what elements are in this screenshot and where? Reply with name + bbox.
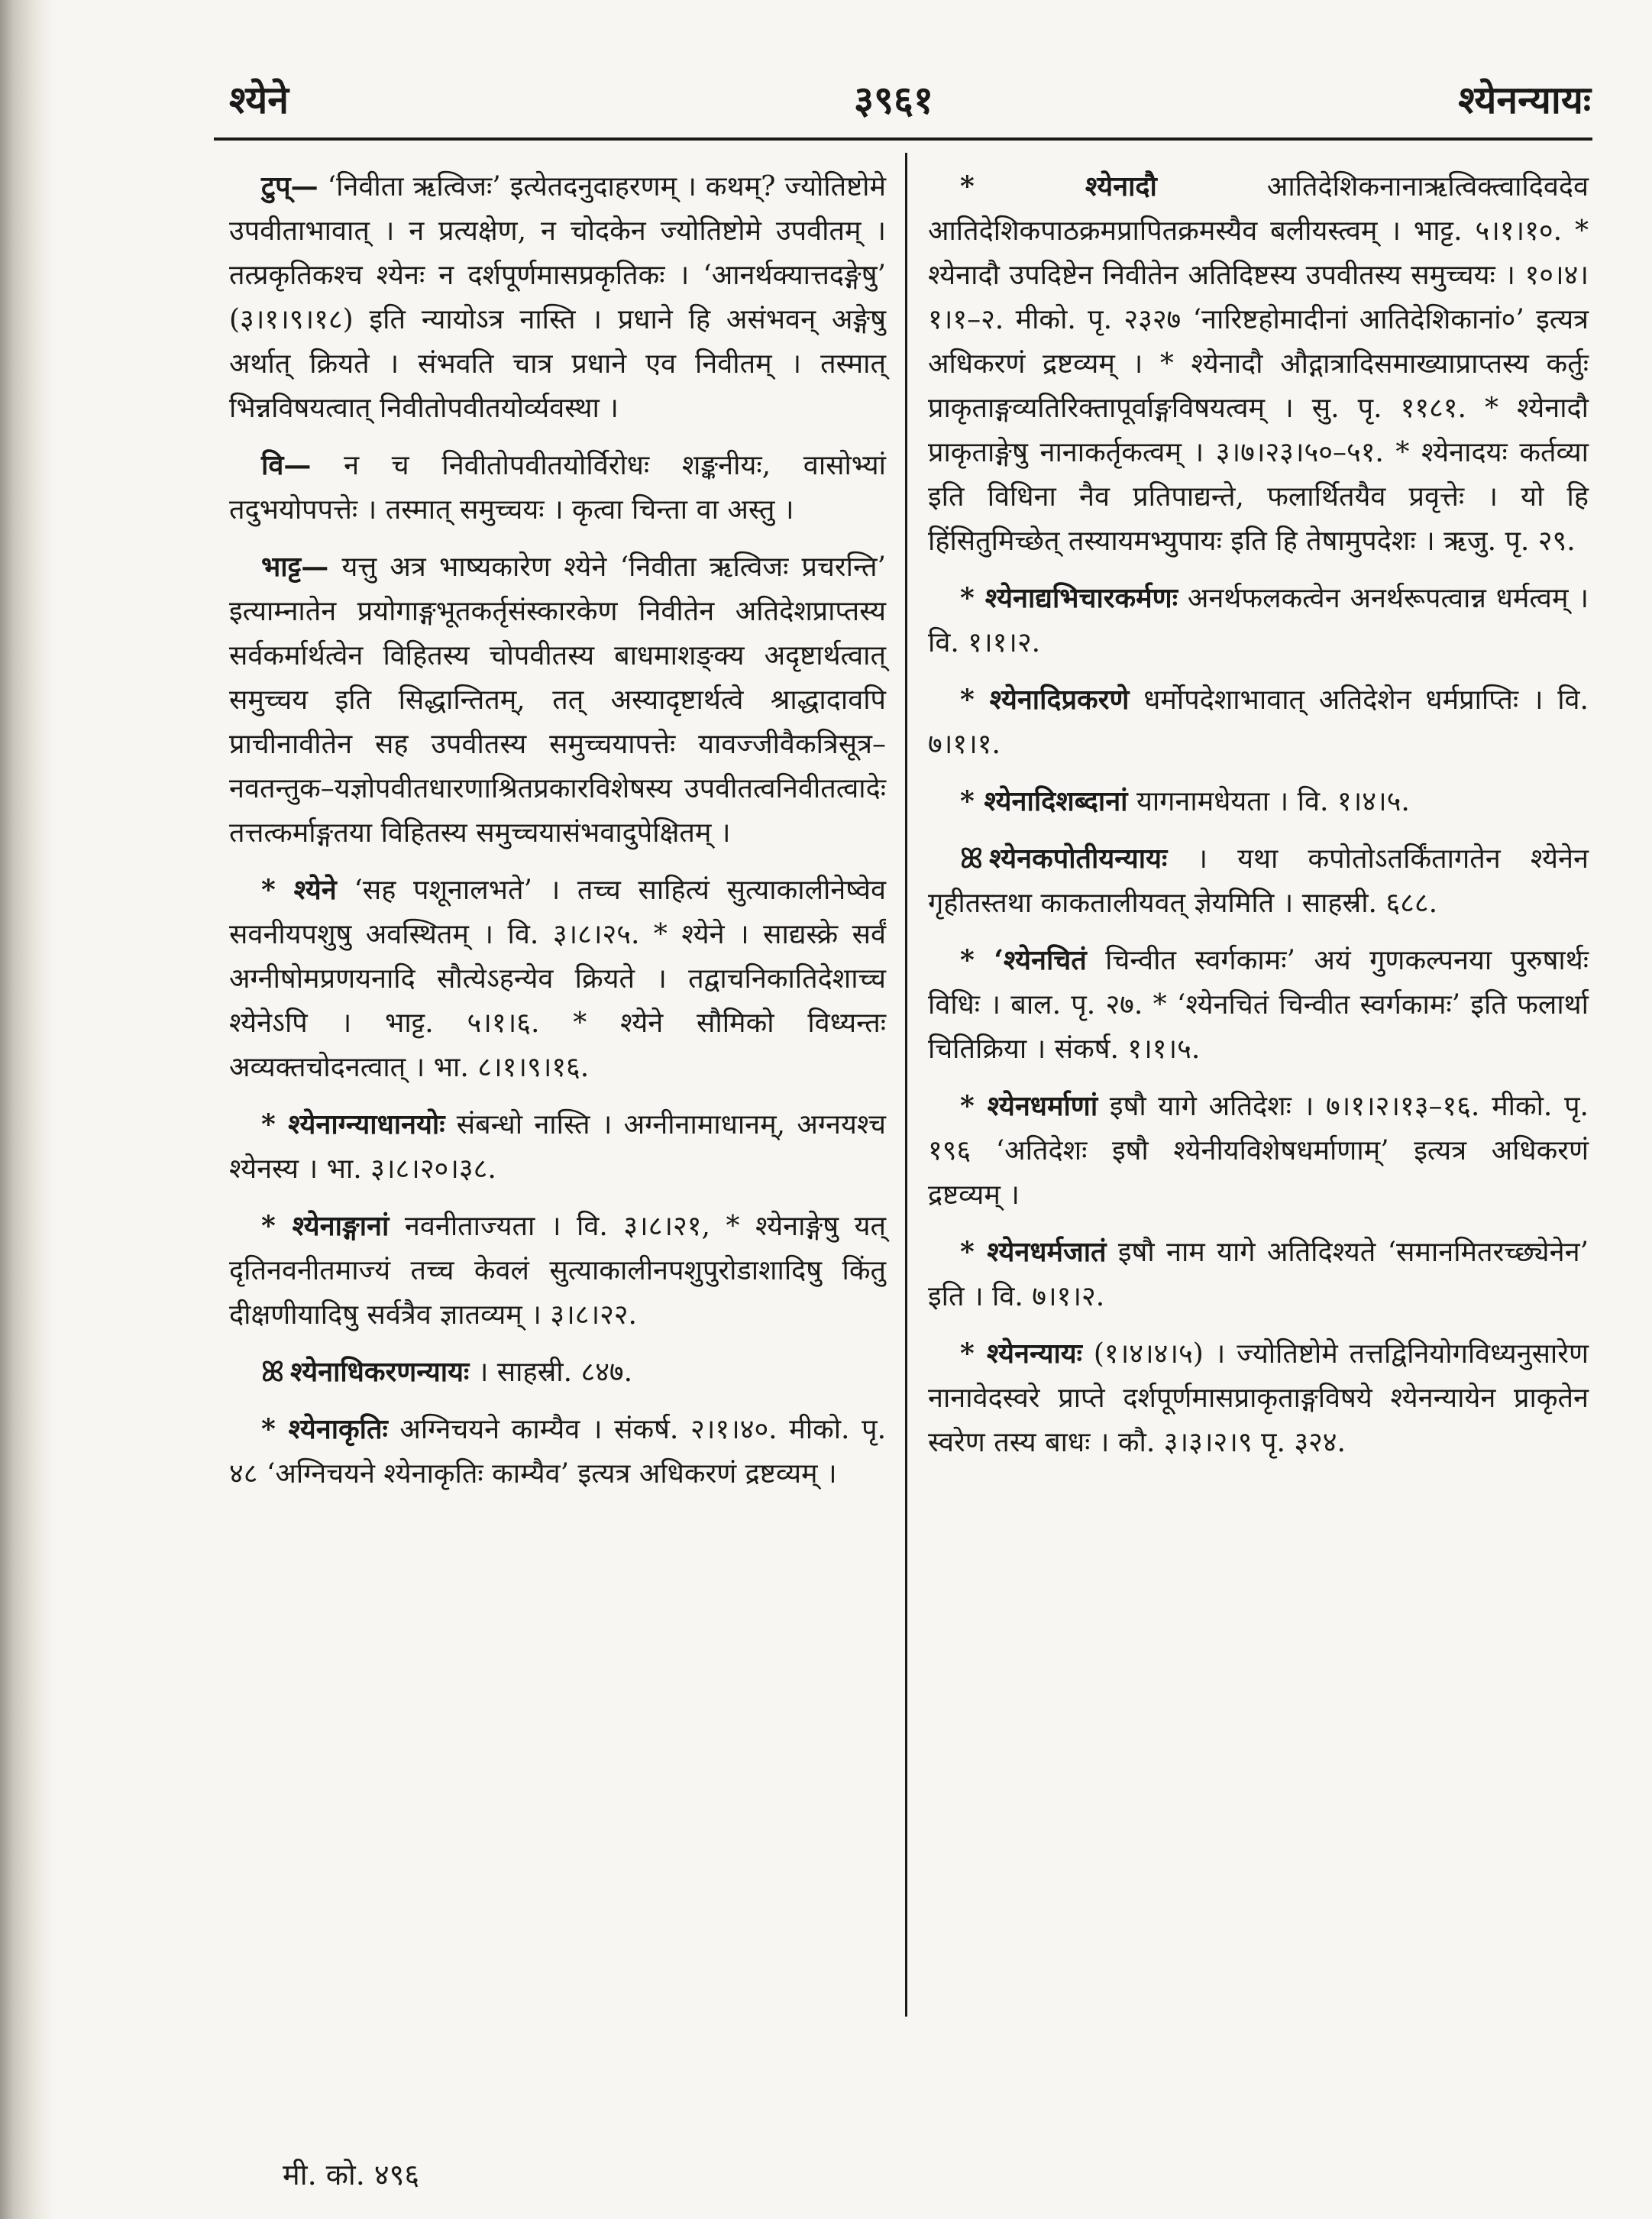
dictionary-entry — [928, 1230, 1589, 1319]
entry-headword: * श्येनन्यायः — [960, 1338, 1082, 1370]
right-column — [928, 164, 1589, 1477]
entry-text: (१।४।४।५) । ज्योतिष्टोमे तत्तद्विनियोगविध्यनुसारेण नानावेदस्वरे प्राप्ते दर्शपूर्णमासप्राकृताङ्गविषये श्येनन्यायेन प्राकृतेन स्वरेण तस्य बाधः । कौ. ३।३।२।९ पृ. ३२४. — [928, 1338, 1589, 1458]
entry-headword: * श्येनाङ्गानां — [261, 1210, 390, 1242]
dictionary-entry — [229, 164, 886, 431]
header-left-keyword: श्येने — [229, 77, 289, 122]
dictionary-entry — [229, 545, 886, 856]
entry-text: अग्निचयने काम्यैव । संकर्ष. २।१।४०. मीको. पृ. ४८ ‘अग्निचयने श्येनाकृतिः काम्यैव’ इत्यत्र अधिकरणं द्रष्टव्यम् । — [229, 1414, 887, 1490]
entry-headword: * श्येनाकृतिः — [261, 1413, 388, 1445]
header-right-keyword: श्येनन्यायः — [1458, 77, 1591, 122]
entry-text: नवनीताज्यता । वि. ३।८।२१, * श्येनाङ्गेषु यत् दृतिनवनीतमाज्यं तच्च केवलं सुत्याकालीनपशुपुरोडाशादिषु किंतु दीक्षणीयादिषु सर्वत्रैव ज्ञातव्यम् । ३।८।२२. — [229, 1211, 886, 1331]
entry-headword: वि— — [261, 449, 312, 481]
entry-text: इषौ यागे अतिदेशः । ७।१।२।१३–१६. मीको. पृ. १९६ ‘अतिदेशः इषौ श्येनीयविशेषधर्माणाम्’ इत्यत्र अधिकरणं द्रष्टव्यम् । — [928, 1091, 1589, 1211]
entry-text: चिन्वीत स्वर्गकामः’ अयं गुणकल्पनया पुरुषार्थः विधिः । बाल. पृ. २७. * ‘श्येनचितं चिन्वीत स्वर्गकामः’ इति फलार्था चितिक्रिया । संकर्ष. १।१।५. — [928, 945, 1589, 1065]
entry-headword: * श्येनादिप्रकरणे — [960, 684, 1130, 716]
dictionary-entry — [928, 779, 1589, 824]
entry-text: यागनामधेयता । वि. १।४।५. — [1127, 786, 1410, 817]
nyaya-symbol-icon: ꕤ — [261, 1356, 284, 1388]
dictionary-entry — [928, 576, 1589, 665]
header-rule — [214, 137, 1592, 141]
nyaya-symbol-icon: ꕤ — [960, 843, 983, 875]
entry-headword: * श्येनादौ — [960, 170, 1157, 202]
dictionary-entry — [928, 164, 1589, 564]
dictionary-entry — [928, 678, 1589, 767]
entry-headword: * श्येनधर्मजातं — [960, 1236, 1107, 1268]
column-divider — [905, 153, 907, 2017]
entry-headword: * ‘श्येनचितं — [960, 944, 1087, 976]
dictionary-entry — [928, 938, 1589, 1072]
dictionary-entry — [229, 443, 886, 532]
entry-text: धर्मोपदेशाभावात् अतिदेशेन धर्मप्राप्तिः । वि. ७।१।१. — [928, 684, 1589, 760]
entry-text: इषौ नाम यागे अतिदिश्यते ‘समानमितरच्छ्येनेन’ इति । वि. ७।१।२. — [928, 1237, 1589, 1312]
book-binding-edge — [0, 0, 53, 2219]
dictionary-entry — [928, 1084, 1589, 1218]
entry-text: ‘सह पशूनालभते’ । तच्च साहित्यं सुत्याकालीनेष्वेव सवनीयपशुषु अवस्थितम् । वि. ३।८।२५. * श्येने । साद्यस्क्रे सर्वं अग्नीषोमप्रणयनादि सौत्येऽहन्येव क्रियते । तद्वाचनिकातिदेशाच्च श्येनेऽपि । भाट्ट. ५।१।६. * श्येने सौमिको विध्यन्तः अव्यक्तचोदनत्वात् । भा. ८।१।९।१६. — [229, 875, 886, 1083]
entry-text: न च निवीतोपवीतयोर्विरोधः शङ्कनीयः, वासोभ्यां तदुभयोपपत्तेः । तस्मात् समुच्चयः । कृत्वा चिन्ता वा अस्तु । — [229, 450, 886, 526]
entry-headword: भाट्ट— — [261, 551, 329, 583]
entry-headword: * श्येनाग्न्याधानयोः — [261, 1108, 445, 1140]
dictionary-entry — [229, 1407, 886, 1496]
entry-headword: श्येनकपोतीयन्यायः — [988, 843, 1168, 875]
dictionary-entry — [229, 1204, 886, 1338]
entry-headword: * श्येनधर्माणां — [960, 1090, 1098, 1122]
page-number: ३९६१ — [854, 77, 933, 122]
entry-headword: * श्येनाद्यभिचारकर्मणः — [960, 582, 1178, 614]
entry-headword: * श्येनादिशब्दानां — [960, 785, 1128, 817]
entry-text: आतिदेशिकनानाऋत्विक्त्वादिवदेव आतिदेशिकपाठक्रमप्रापितक्रमस्यैव बलीयस्त्वम् । भाट्ट. ५।१।१०. * श्येनादौ उपदिष्टेन निवीतेन अतिदिष्टस्य उपवीतस्य समुच्चयः । १०।४।१।१–२. मीको. पृ. २३२७ ‘नारिष्टहोमादीनां आतिदेशिकानां०’ इत्यत्र अधिकरणं द्रष्टव्यम् । * श्येनादौ औद्गात्रादिसमाख्याप्राप्तस्य कर्तुः प्राकृताङ्गव्यतिरिक्तापूर्वाङ्गविषयत्वम् । सु. पृ. ११८१. * श्येनादौ प्राकृताङ्गेषु नानाकर्तृकत्वम् । ३।७।२३।५०–५१. * श्येनादयः कर्तव्या इति विधिना नैव प्रतिपाद्यन्ते, फलार्थितयैव प्रवृत्तेः । यो हि हिंसितुमिच्छेत् तस्यायमभ्युपायः इति हि तेषामुपदेशः । ऋजु. पृ. २९. — [928, 171, 1589, 557]
dictionary-entry — [229, 1102, 886, 1192]
dictionary-entry — [229, 1350, 886, 1395]
entry-text: यत्तु अत्र भाष्यकारेण श्येने ‘निवीता ऋत्विजः प्रचरन्ति’ इत्याम्नातेन प्रयोगाङ्गभूतकर्तृसंस्कारकेण निवीतेन अतिदेशप्राप्तस्य सर्वकर्मार्थत्वेन विहितस्य चोपवीतस्य बाधमाशङ्क्य अदृष्टार्थत्वात् समुच्चय इति सिद्धान्तितम्, तत् अस्यादृष्टार्थत्वे श्राद्धादावपि प्राचीनावीतेन सह उपवीतस्य समुच्चयापत्तेः यावज्जीवैकत्रिसूत्र–नवतन्तुक–यज्ञोपवीतधारणाश्रितप्रकारविशेषस्य उपवीतत्वनिवीतत्वादेः तत्तत्कर्माङ्गतया विहितस्य समुच्चयासंभवादुपेक्षितम् । — [229, 552, 886, 849]
entry-headword: श्येनाधिकरणन्यायः — [289, 1356, 470, 1388]
dictionary-entry — [928, 836, 1589, 926]
entry-text: । साहस्री. ८४७. — [469, 1357, 633, 1388]
left-column — [229, 164, 886, 1509]
entry-headword: * श्येने — [261, 874, 337, 906]
dictionary-entry — [928, 1331, 1589, 1465]
entry-text: संबन्धो नास्ति । अग्नीनामाधानम्, अग्नयश्च श्येनस्य । भा. ३।८।२०।३८. — [229, 1109, 886, 1185]
entry-text: । यथा कपोतोऽतर्किंतागतेन श्येनेन गृहीतस्तथा काकतालीयवत् ज्ञेयमिति । साहस्री. ६८८. — [928, 843, 1589, 919]
entry-text: अनर्थफलकत्वेन अनर्थरूपत्वान्न धर्मत्वम् । वि. १।१।२. — [928, 583, 1589, 658]
page-footer: मी. को. ४९६ — [283, 2158, 420, 2192]
entry-text: ‘निवीता ऋत्विजः’ इत्येतदनुदाहरणम् । कथम्? ज्योतिष्टोमे उपवीताभावात् । न प्रत्यक्षेण, न चोदकेन ज्योतिष्टोमे उपवीतम् । तत्प्रकृतिकश्च श्येनः न दर्शपूर्णमासप्रकृतिकः । ‘आनर्थक्यात्तदङ्गेषु’ (३।१।९।१८) इति न्यायोऽत्र नास्ति । प्रधाने हि असंभवन् अङ्गेषु अर्थात् क्रियते । संभवति चात्र प्रधाने एव निवीतम् । तस्मात् भिन्नविषयत्वात् निवीतोपवीतयोर्व्यवस्था । — [229, 171, 886, 424]
entry-headword: टुप्— — [261, 170, 318, 202]
dictionary-entry — [229, 868, 886, 1090]
